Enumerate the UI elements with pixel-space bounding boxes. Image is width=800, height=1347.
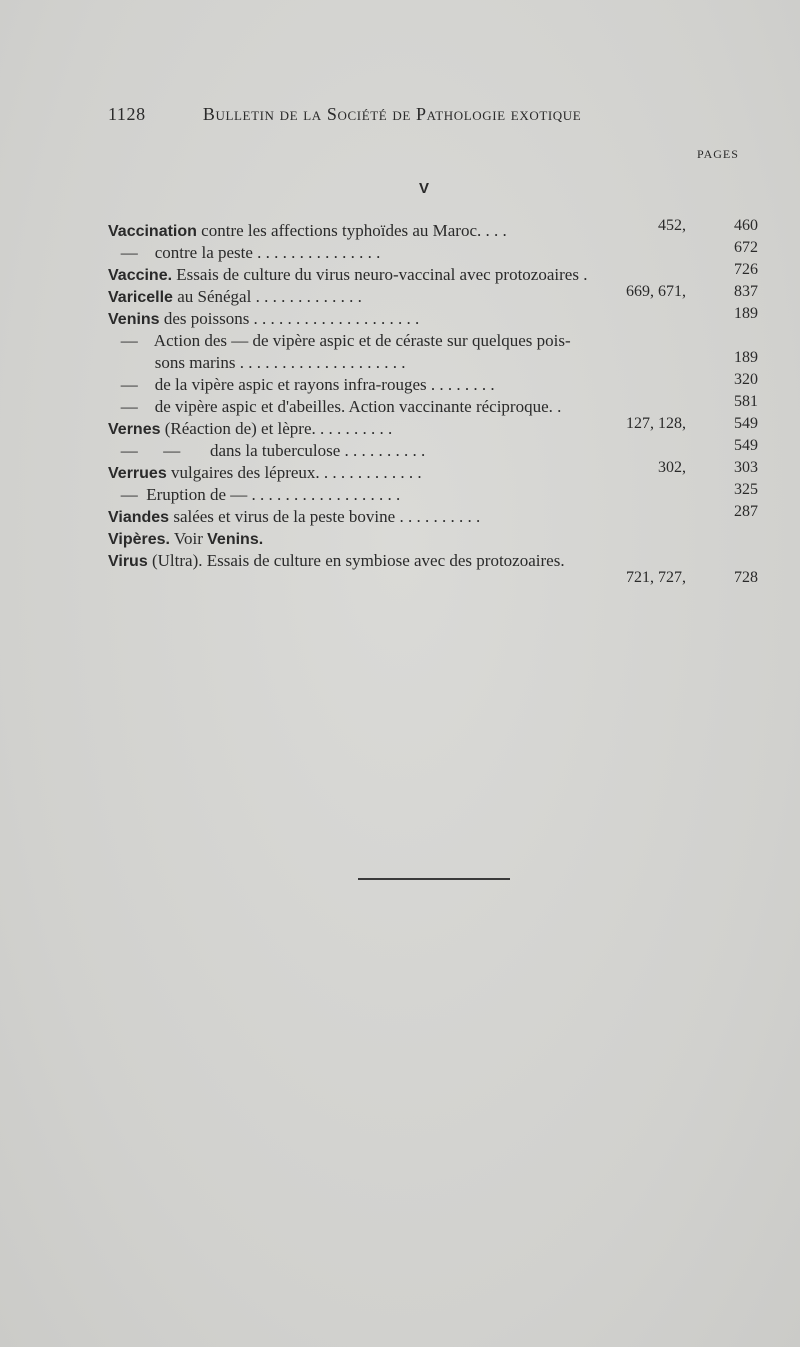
- entry-text: contre les affections typhoïdes au Maroc. . . .: [196, 221, 507, 240]
- entry-page: 728: [734, 569, 758, 586]
- entry-text: — — dans la tuberculose . . . . . . . . . .: [108, 441, 426, 460]
- index-entry: [108, 330, 758, 352]
- entry-head: Vipères.: [108, 531, 170, 548]
- section-letter: V: [419, 180, 430, 197]
- entry-text: salées et virus de la peste bovine . . . . . . . . . .: [169, 507, 481, 526]
- page-number: 1128: [108, 104, 146, 124]
- entry-text: — de la vipère aspic et rayons infra-rouges . . . . . . . .: [108, 375, 495, 394]
- entry-head: Vernes: [108, 421, 161, 438]
- entry-pages: 721, 727,: [626, 569, 686, 586]
- pages-column-label: PAGES: [697, 147, 739, 161]
- index-entry: [108, 528, 758, 550]
- index-entry: [108, 239, 758, 264]
- entry-text: (Réaction de) et lèpre. . . . . . . . . .: [160, 419, 393, 438]
- entry-head: Varicelle: [108, 289, 173, 306]
- entry-text: — Eruption de — . . . . . . . . . . . . . . . . . .: [108, 485, 401, 504]
- entry-pages: 452,: [658, 217, 686, 234]
- index-entry: [108, 503, 758, 528]
- index-entry: [108, 481, 758, 506]
- entry-pages: 127, 128,: [626, 415, 686, 432]
- index-entry: [108, 459, 758, 484]
- index-entry: [108, 415, 758, 440]
- entry-page: 549: [734, 415, 758, 432]
- index-entry: [108, 283, 758, 308]
- entry-text: — contre la peste . . . . . . . . . . . . . . .: [108, 243, 381, 262]
- entry-cross-reference: Venins.: [207, 531, 264, 548]
- index-entry: [108, 305, 758, 330]
- entry-text: Essais de culture du virus neuro-vaccinal avec protozoaires .: [172, 265, 588, 284]
- entry-head: Vaccination: [108, 223, 197, 240]
- index-entry: [108, 371, 758, 396]
- entry-page: 325: [734, 481, 758, 498]
- entry-page: 303: [734, 459, 758, 476]
- end-rule: [358, 878, 510, 880]
- entry-text: au Sénégal . . . . . . . . . . . . .: [172, 287, 362, 306]
- entry-page: 672: [734, 239, 758, 256]
- entry-text: sons marins . . . . . . . . . . . . . . . . . . . .: [108, 353, 406, 372]
- entry-text: — Action des — de vipère aspic et de céraste sur quelques pois-: [108, 331, 571, 350]
- entry-text: Voir: [169, 529, 208, 548]
- index-entry: [108, 569, 758, 594]
- entry-page: 320: [734, 371, 758, 388]
- entry-head: Viandes: [108, 509, 170, 526]
- entry-page: 460: [734, 217, 758, 234]
- index-entry: [108, 349, 758, 374]
- entry-head: Virus: [108, 553, 148, 570]
- entry-text: vulgaires des lépreux. . . . . . . . . . . . .: [166, 463, 422, 482]
- entry-pages: 669, 671,: [626, 283, 686, 300]
- entry-page: 837: [734, 283, 758, 300]
- index-entries: [108, 217, 758, 594]
- index-entry: [108, 217, 758, 242]
- entry-page: 189: [734, 305, 758, 322]
- entry-text: (Ultra). Essais de culture en symbiose avec des protozoaires.: [147, 551, 565, 570]
- entry-page: 287: [734, 503, 758, 520]
- entry-page: 581: [734, 393, 758, 410]
- entry-head: Verrues: [108, 465, 167, 482]
- entry-head: Vaccine.: [108, 267, 173, 284]
- entry-page: 549: [734, 437, 758, 454]
- entry-pages: 302,: [658, 459, 686, 476]
- journal-title: Bulletin de la Société de Pathologie exotique: [202, 104, 582, 124]
- entry-page: 726: [734, 261, 758, 278]
- entry-text: — de vipère aspic et d'abeilles. Action vaccinante réciproque. .: [108, 397, 562, 416]
- entry-text: des poissons . . . . . . . . . . . . . . . . . . . .: [159, 309, 420, 328]
- running-header: [108, 104, 668, 125]
- entry-page: 189: [734, 349, 758, 366]
- entry-head: Venins: [108, 311, 160, 328]
